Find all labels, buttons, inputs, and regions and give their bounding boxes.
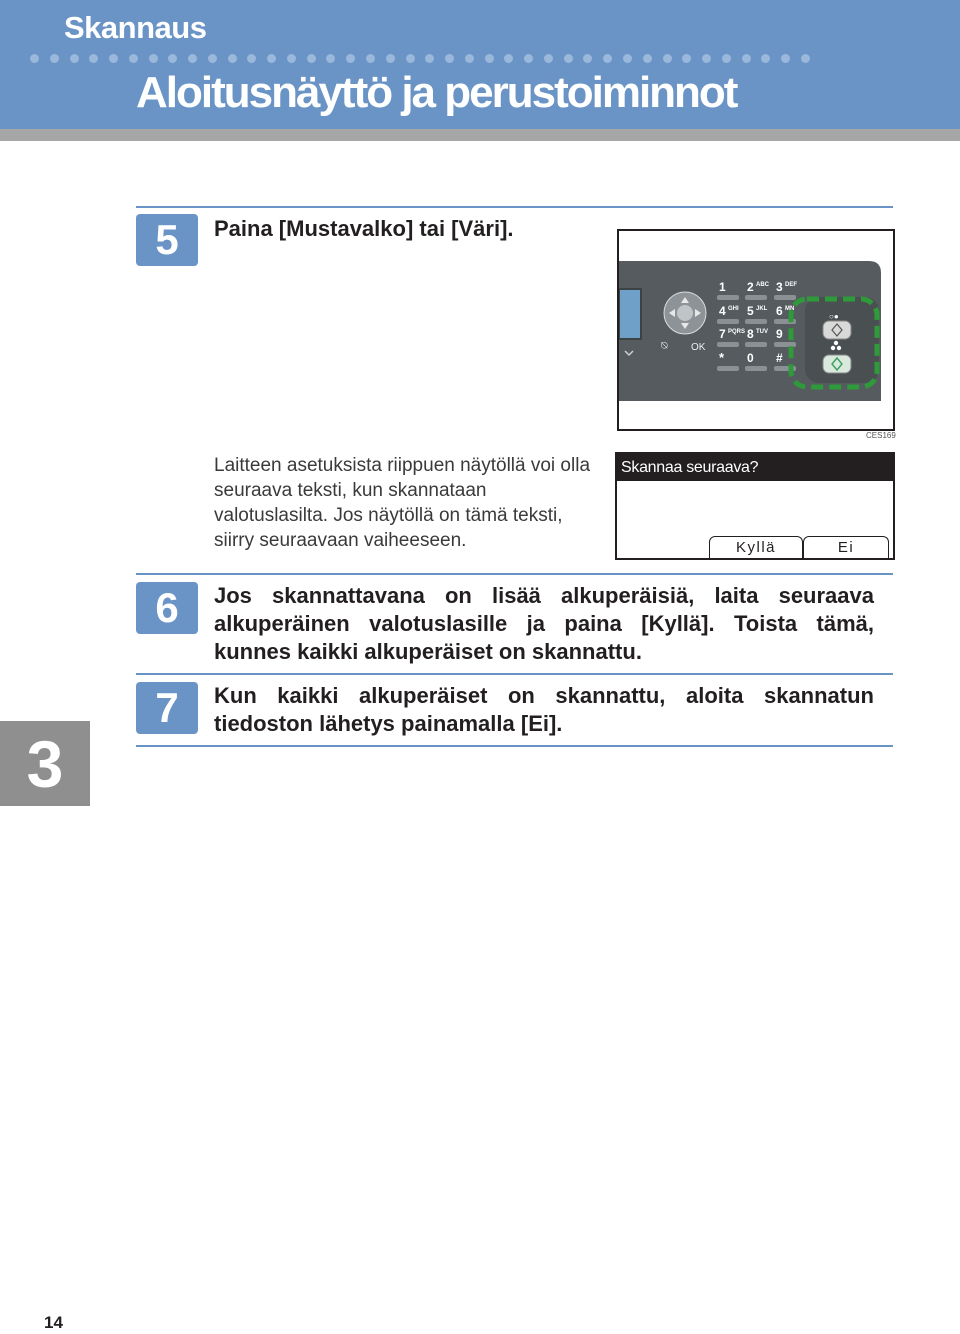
ok-key-label: OK: [691, 342, 706, 353]
separator-dot: [643, 54, 652, 63]
step-divider: [136, 573, 893, 575]
svg-text:2: 2: [747, 280, 754, 294]
dotted-separator: [30, 52, 810, 64]
separator-dot: [366, 54, 375, 63]
svg-text:6: 6: [776, 304, 783, 318]
svg-text:GHI: GHI: [728, 306, 739, 312]
svg-text:4: 4: [719, 304, 726, 318]
separator-dot: [109, 54, 118, 63]
svg-text:9: 9: [776, 327, 783, 341]
separator-dot: [702, 54, 711, 63]
svg-text:JKL: JKL: [756, 306, 768, 312]
svg-text:○●: ○●: [829, 312, 839, 321]
header-shadow: [0, 129, 960, 141]
svg-text:0: 0: [747, 351, 754, 365]
separator-dot: [663, 54, 672, 63]
illustration-code: CES169: [866, 431, 896, 440]
control-panel-illustration: [617, 229, 895, 431]
step-divider: [136, 745, 893, 747]
svg-text:5: 5: [747, 304, 754, 318]
svg-text:ABC: ABC: [756, 282, 769, 288]
svg-text:7: 7: [719, 327, 726, 341]
separator-dot: [583, 54, 592, 63]
separator-dot: [149, 54, 158, 63]
svg-text:1: 1: [719, 280, 726, 294]
step-7-text: Kun kaikki alkuperäiset on skannattu, aloita skannatun tiedoston lähetys painamalla [Ei].: [214, 683, 874, 736]
separator-dot: [406, 54, 415, 63]
separator-dot: [267, 54, 276, 63]
separator-dot: [603, 54, 612, 63]
separator-dot: [465, 54, 474, 63]
step-number-badge: 7: [136, 682, 198, 734]
control-panel-drawing: [619, 231, 893, 429]
separator-dot: [89, 54, 98, 63]
step-6-text: Jos skannattavana on lisää alkuperäisiä, laita seuraava alkuperäinen valotuslasille ja paina [Kyllä]. Toista tämä, kunnes kaikki alkuperäiset on skannattu.: [214, 583, 874, 664]
step-number-badge: 6: [136, 582, 198, 634]
separator-dot: [326, 54, 335, 63]
svg-text:MN: MN: [785, 306, 795, 312]
separator-dot: [564, 54, 573, 63]
separator-dot: [129, 54, 138, 63]
svg-text:⍉: ⍉: [661, 340, 668, 352]
separator-dot: [287, 54, 296, 63]
separator-dot: [307, 54, 316, 63]
chapter-tab: 3: [0, 721, 90, 806]
svg-text:PQRS: PQRS: [728, 329, 746, 335]
step-divider: [136, 673, 893, 675]
page-title: Aloitusnäyttö ja perustoiminnot: [136, 68, 737, 117]
svg-text:3: 3: [776, 280, 783, 294]
yes-button[interactable]: Kyllä: [709, 536, 803, 558]
page-header: [0, 0, 960, 129]
separator-dot: [386, 54, 395, 63]
no-button[interactable]: Ei: [803, 536, 889, 558]
separator-dot: [50, 54, 59, 63]
svg-text:DEF: DEF: [785, 282, 797, 288]
separator-dot: [524, 54, 533, 63]
separator-dot: [30, 54, 39, 63]
lcd-message: Skannaa seuraava?: [617, 454, 893, 481]
separator-dot: [208, 54, 217, 63]
separator-dot: [722, 54, 731, 63]
svg-text:8: 8: [747, 327, 754, 341]
note-text: Laitteen asetuksista riippuen näytöllä voi olla seuraava teksti, kun skannataan valotuslasilta. Jos näytöllä on tämä teksti, siirry seuraavaan vaiheeseen.: [214, 455, 591, 551]
separator-dot: [781, 54, 790, 63]
separator-dot: [761, 54, 770, 63]
separator-dot: [801, 54, 810, 63]
svg-text:*: *: [719, 350, 725, 365]
separator-dot: [346, 54, 355, 63]
separator-dot: [445, 54, 454, 63]
separator-dot: [168, 54, 177, 63]
step-number-badge: 5: [136, 214, 198, 266]
separator-dot: [544, 54, 553, 63]
separator-dot: [425, 54, 434, 63]
step-5-text: Paina [Mustavalko] tai [Väri].: [214, 216, 514, 241]
separator-dot: [485, 54, 494, 63]
step-divider: [136, 206, 893, 208]
separator-dot: [70, 54, 79, 63]
separator-dot: [228, 54, 237, 63]
separator-dot: [247, 54, 256, 63]
separator-dot: [742, 54, 751, 63]
separator-dot: [504, 54, 513, 63]
separator-dot: [188, 54, 197, 63]
separator-dot: [623, 54, 632, 63]
separator-dot: [682, 54, 691, 63]
page-number: 14: [44, 1313, 63, 1332]
section-title: Skannaus: [64, 10, 207, 45]
lcd-screen: [615, 452, 895, 560]
svg-text:#: #: [776, 351, 783, 365]
svg-text:TUV: TUV: [756, 329, 768, 335]
